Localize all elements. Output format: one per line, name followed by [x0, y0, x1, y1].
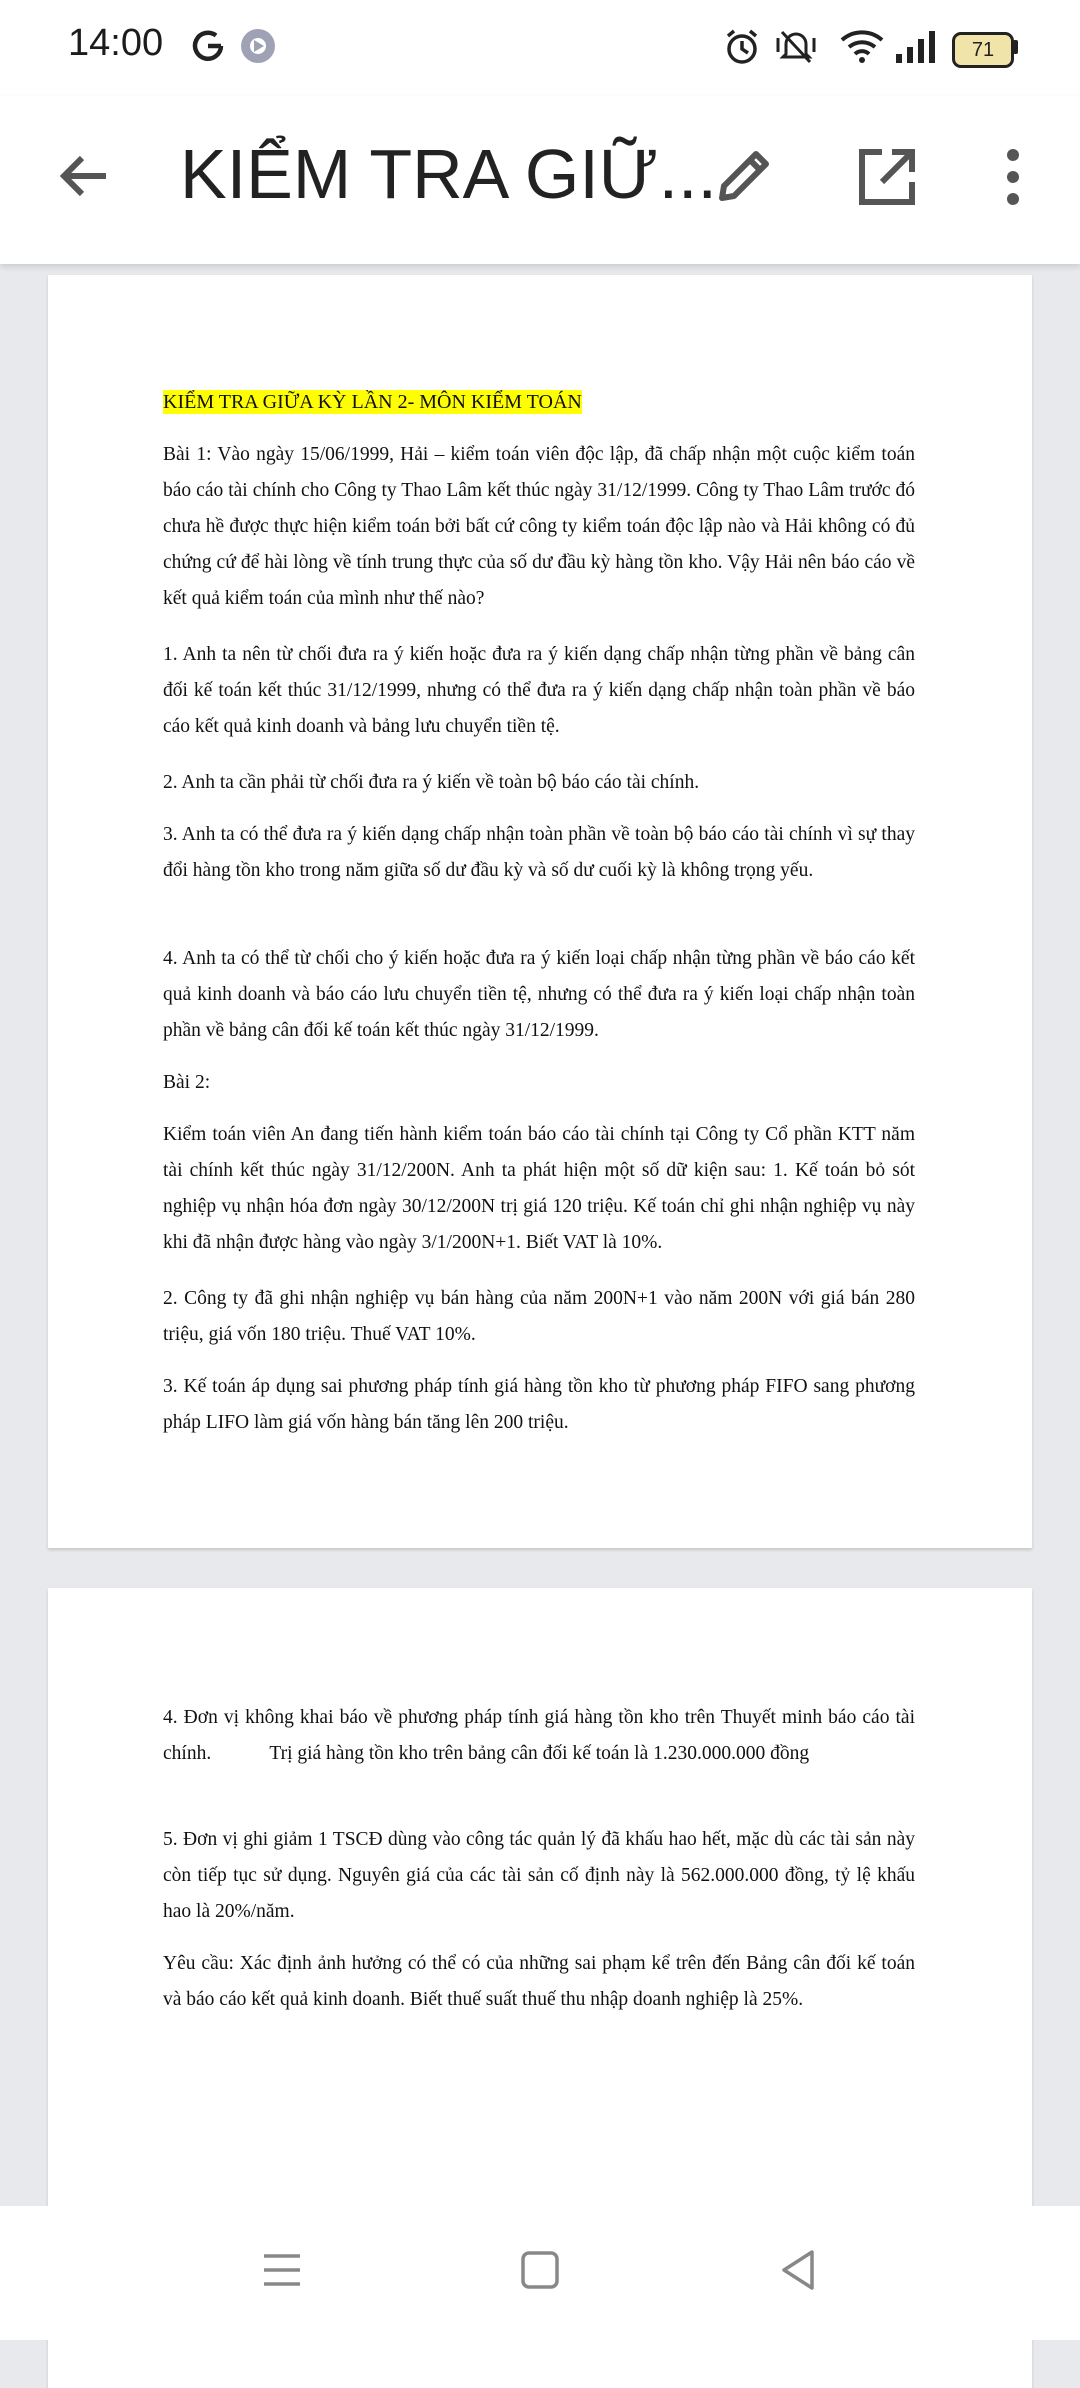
more-vert-icon[interactable] [998, 146, 1028, 208]
clock: 14:00 [68, 22, 164, 64]
google-icon [188, 26, 228, 66]
paragraph: 2. Anh ta cần phải từ chối đưa ra ý kiến về toàn bộ báo cáo tài chính. [163, 772, 700, 793]
document-page-1 [48, 275, 1032, 1548]
battery-tip [1013, 40, 1018, 54]
document-heading [163, 391, 582, 414]
paragraph: Bài 2: [163, 1072, 211, 1093]
battery-icon: 71 [952, 32, 1014, 68]
navigation-bar [0, 2206, 1080, 2340]
media-icon [240, 28, 276, 64]
open-external-icon[interactable] [856, 146, 918, 208]
recent-apps-icon[interactable] [262, 2250, 302, 2290]
vibrate-mute-icon [774, 28, 818, 66]
document-title: KIỂM TRA GIỮ... [180, 135, 717, 213]
paragraph: 4. Anh ta có thể từ chối cho ý kiến hoặc đưa ra ý kiến loại chấp nhận từng phần về báo cáo kết quả kinh doanh và báo cáo lưu chuyển tiền tệ, nhưng có thể đưa ra ý kiến loại chấp nhận toàn phần về bảng cân đối kế toán kết thúc ngày 31/12/1999. [163, 948, 915, 1041]
paragraph: Bài 1: Vào ngày 15/06/1999, Hải – kiểm toán viên độc lập, đã chấp nhận một cuộc kiểm toán báo cáo tài chính cho Công ty Thao Lâm kết thúc ngày 31/12/1999. Công ty Thao Lâm trước đó chưa hề được thực hiện kiểm toán bởi bất cứ công ty kiểm toán độc lập nào và Hải không có đủ chứng cứ để hài lòng về tính trung thực của số dư đầu kỳ hàng tồn kho. Vậy Hải nên báo cáo về kết quả kiểm toán của mình như thế nào? [163, 444, 915, 609]
paragraph: 3. Kế toán áp dụng sai phương pháp tính giá hàng tồn kho từ phương pháp FIFO sang phương pháp LIFO làm giá vốn hàng bán tăng lên 200 triệu. [163, 1376, 915, 1433]
paragraph: Kiểm toán viên An đang tiến hành kiểm toán báo cáo tài chính tại Công ty Cổ phần KTT năm tài chính kết thúc ngày 31/12/200N. Anh ta phát hiện một số dữ kiện sau: 1. Kế toán bỏ sót nghiệp vụ nhận hóa đơn ngày 30/12/200N trị giá 120 triệu. Kế toán chỉ ghi nhận nghiệp vụ này khi đã nhận được hàng vào ngày 3/1/200N+1. Biết VAT là 10%. [163, 1124, 915, 1253]
paragraph: 3. Anh ta có thể đưa ra ý kiến dạng chấp nhận toàn phần về toàn bộ báo cáo tài chính vì sự thay đổi hàng tồn kho trong năm giữa số dư đầu kỳ và số dư cuối kỳ là không trọng yếu. [163, 824, 915, 881]
back-arrow-icon[interactable] [54, 146, 114, 206]
paragraph: Yêu cầu: Xác định ảnh hưởng có thể có của những sai phạm kể trên đến Bảng cân đối kế toán và báo cáo kết quả kinh doanh. Biết thuế suất thuế thu nhập doanh nghiệp là 25%. [163, 1953, 915, 2010]
paragraph: 5. Đơn vị ghi giảm 1 TSCĐ dùng vào công tác quản lý đã khấu hao hết, mặc dù các tài sản này còn tiếp tục sử dụng. Nguyên giá của các tài sản cố định này là 562.000.000 đồng, tỷ lệ khấu hao là 20%/năm. [163, 1829, 915, 1922]
signal-icon [894, 30, 936, 64]
edit-pencil-icon[interactable] [712, 144, 776, 208]
home-icon[interactable] [520, 2250, 560, 2290]
app-bar [0, 96, 1080, 264]
status-bar [0, 0, 1080, 96]
paragraph: 4. Đơn vị không khai báo về phương pháp tính giá hàng tồn kho trên Thuyết minh báo cáo tài chính. Trị giá hàng tồn kho trên bảng cân đối kế toán là 1.230.000.000 đồng [163, 1707, 920, 1764]
highlighted-heading-text: KIỂM TRA GIỮA KỲ LẦN 2- MÔN KIỂM TOÁN [163, 391, 582, 413]
alarm-icon [724, 28, 760, 66]
paragraph: 2. Công ty đã ghi nhận nghiệp vụ bán hàng của năm 200N+1 vào năm 200N với giá bán 280 triệu, giá vốn 180 triệu. Thuế VAT 10%. [163, 1288, 915, 1345]
wifi-icon [840, 28, 884, 64]
back-icon[interactable] [778, 2248, 818, 2292]
paragraph: 1. Anh ta nên từ chối đưa ra ý kiến hoặc đưa ra ý kiến dạng chấp nhận từng phần về bảng cân đối kế toán kết thúc 31/12/1999, nhưng có thể đưa ra ý kiến dạng chấp nhận toàn phần về báo cáo kết quả kinh doanh và bảng lưu chuyển tiền tệ. [163, 644, 915, 737]
